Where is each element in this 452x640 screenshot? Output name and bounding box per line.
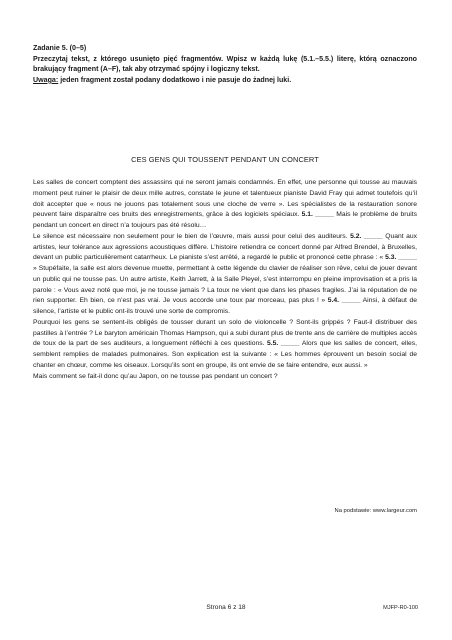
- task-instruction: Przeczytaj tekst, z którego usunięto pięć fragmentów. Wpisz w każdą lukę (5.1.–5.5.) literę, którą oznaczono brakujący fragment (A–F), tak aby otrzymać spójny i logiczny tekst.: [33, 54, 417, 74]
- page-number: Strona 6 z 18: [206, 604, 246, 611]
- source-note: Na podstawie: www.largeur.com: [334, 508, 417, 514]
- warning-text: jeden fragment został podany dodatkowo i nie pasuje do żadnej luki.: [58, 75, 292, 84]
- paragraph-2-text-d: Ainsi, à défaut de silence, l’artiste et le public ont-ils trouvé une sorte de compromis.: [33, 297, 417, 315]
- paragraph-1: [33, 178, 417, 232]
- gap-5-5[interactable]: 5.5. _____: [267, 340, 300, 348]
- task-header: [33, 43, 417, 85]
- paragraph-3-text-b: Alors que les salles de concert, elles, semblent remplies de malades pulmonaires. Son explication est la suivante : « Les hommes éprouvent un besoin social de chanter en chœur, comme les oiseaux. Lorsqu’ils sont en groupe, ils ont envie de se faire entendre, eux aussi. »: [33, 340, 418, 369]
- paragraph-2: [33, 232, 417, 318]
- paragraph-3-text-a: Pourquoi les gens se sentent-ils obligés de tousser durant un solo de violoncelle ? Sont-ils grippés ? Faut-il distribuer des pastilles à l’entrée ? Le baryton américain Thomas Hampson, qui a subi durant plus de trente ans de carrière de multiples accès de toux de la part de ses auditeurs, a longuement réfléchi à ces questions.: [33, 318, 417, 348]
- gap-5-3[interactable]: 5.3. _____: [385, 254, 417, 262]
- paragraph-3: [33, 318, 417, 372]
- gap-5-2[interactable]: 5.2. _____: [350, 232, 383, 240]
- article-body: [33, 178, 417, 382]
- task-warning: [33, 75, 417, 86]
- paragraph-2-text-b: Quant aux artistes, leur tolérance aux agressions acoustiques diffère. L’histoire retiendra ce concert donné par Alfred Brendel, à Bruxelles, devant un public particulièrement catarrheux. Le pianiste s’est arrêté, a regardé le public et prononcé cette phrase : «: [33, 232, 418, 262]
- gap-5-1[interactable]: 5.1. _____: [301, 211, 334, 219]
- exam-code: MJFP-R0-100: [383, 605, 418, 611]
- paragraph-2-text-a: Le silence est nécessaire non seulement pour le bien de l’œuvre, mais aussi pour celui des auditeurs.: [33, 232, 351, 240]
- paragraph-1-text-a: Les salles de concert comptent des assassins qui ne seront jamais condamnés. En effet, une personne qui tousse au mauvais moment peut ruiner le plaisir de deux mille autres, constate le jeune et talentueux pianiste David Fray qui admet toutefois qu’il doit accepter que « nous ne jouons pas totalement sous une cloche de verre ». Les spécialistes de la restauration sonore peuvent faire disparaître ces bruits des enregistrements, grâce à des logiciels spéciaux.: [33, 179, 417, 219]
- article-title: CES GENS QUI TOUSSENT PENDANT UN CONCERT: [131, 155, 319, 164]
- warning-label: Uwaga:: [33, 75, 59, 84]
- task-heading: Zadanie 5. (0–5): [33, 44, 87, 52]
- paragraph-1-text-b: Mais le problème de bruits pendant un concert en direct n’a toujours pas été résolu…: [33, 211, 417, 229]
- paragraph-4: Mais comment se fait-il donc qu’au Japon, on ne tousse pas pendant un concert ?: [33, 372, 278, 380]
- gap-5-4[interactable]: 5.4. _____: [327, 297, 361, 305]
- paragraph-2-text-c: » Stupéfaite, la salle est alors devenue muette, permettant à cette légende du clavier de réaliser son rêve, celui de jouer devant un public qui ne tousse pas. Un autre artiste, Keith Jarrett, à la Salle Pleyel, s’est interrompu en pleine improvisation et a pris la parole : « Vous avez noté que moi, je ne tousse jamais ? La toux ne vient que dans les phases fragiles. J’ai la réputation de ne rien supporter. Eh bien, ce n’est pas vrai. Je vous accorde une toux par morceau, pas plus ! »: [33, 265, 417, 305]
